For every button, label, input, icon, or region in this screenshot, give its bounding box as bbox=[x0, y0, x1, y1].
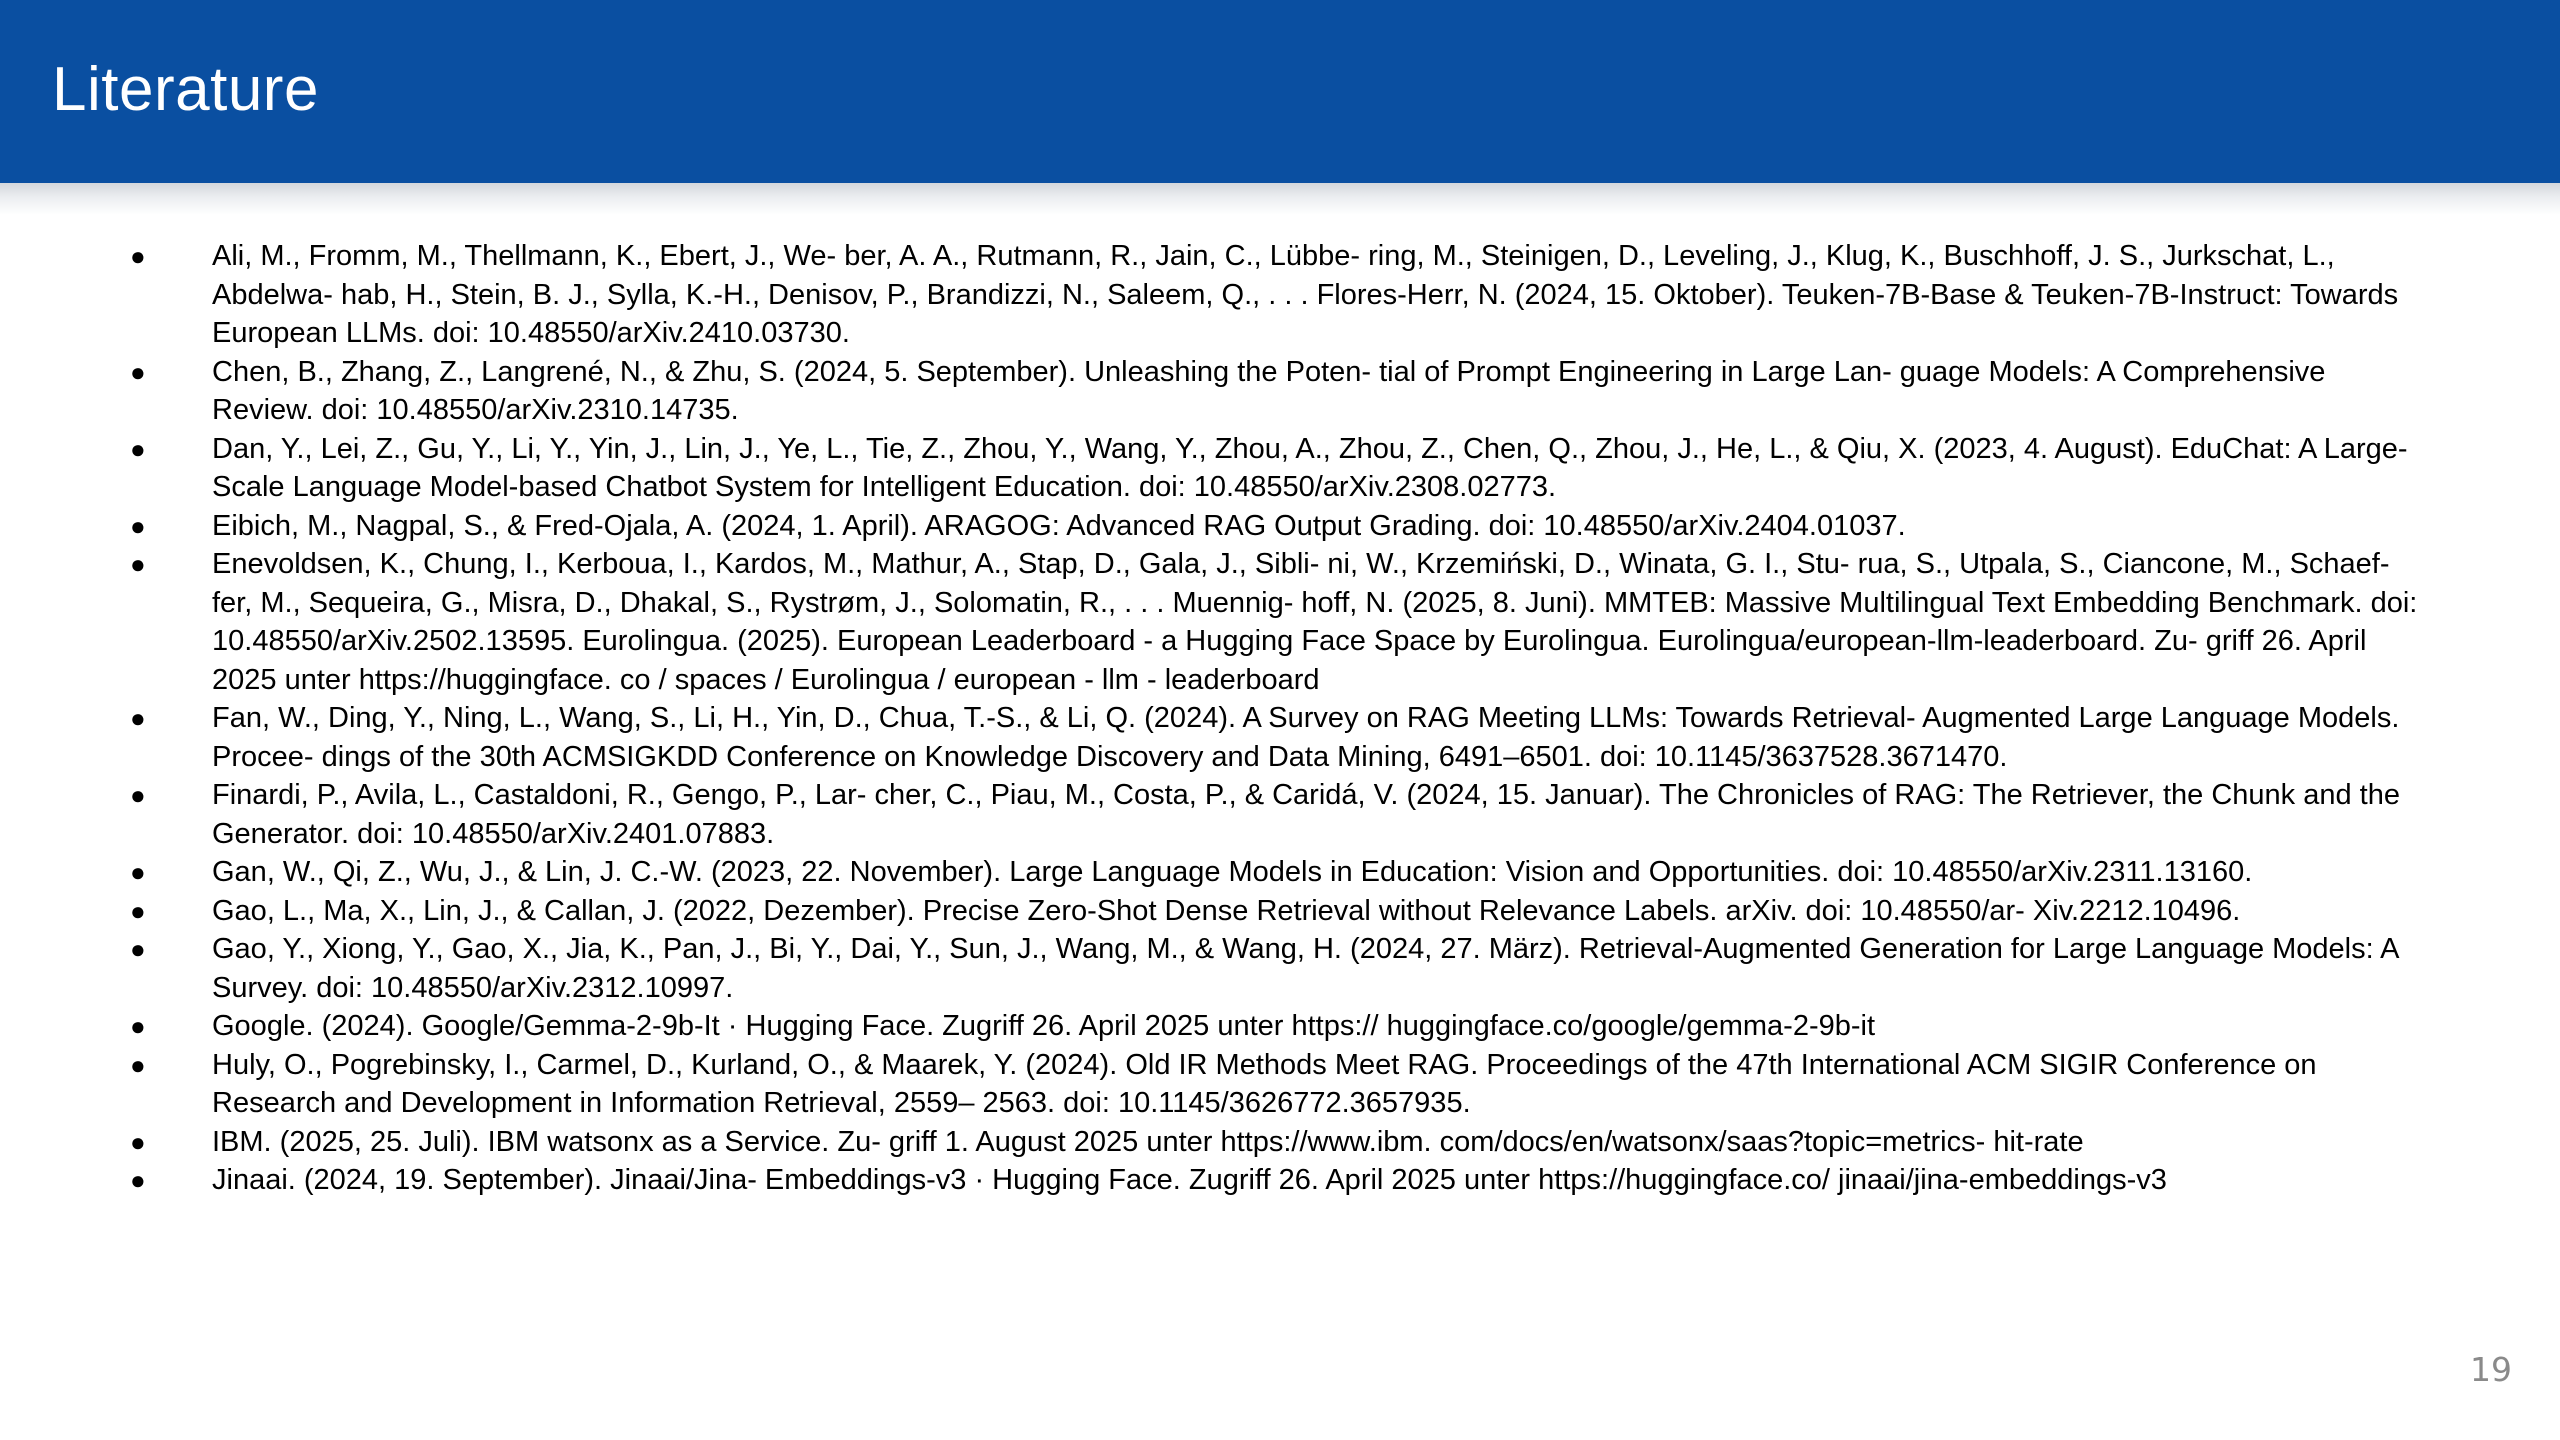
reference-item bbox=[130, 892, 2420, 931]
header-bar bbox=[0, 0, 2560, 183]
bullet-icon: ● bbox=[130, 703, 146, 733]
bullet-icon: ● bbox=[130, 934, 146, 964]
reference-item bbox=[130, 1123, 2420, 1162]
bullet-icon: ● bbox=[130, 1126, 146, 1157]
reference-item bbox=[130, 353, 2420, 430]
reference-text: Gao, L., Ma, X., Lin, J., & Callan, J. (2022, Dezember). Precise Zero-Shot Dense Retrieval without Relevance Labels. arXiv. doi: 10.48550/ar- Xiv.2212.10496. bbox=[212, 894, 2241, 927]
reference-text: Google. (2024). Google/Gemma-2-9b-It · Hugging Face. Zugriff 26. April 2025 unter https:// huggingface.co/google/gemma-2-9b-it bbox=[212, 1010, 1876, 1042]
bullet-icon: ● bbox=[130, 241, 146, 271]
reference-text: Chen, B., Zhang, Z., Langrené, N., & Zhu, S. (2024, 5. September). Unleashing the Poten- tial of Prompt Engineering in Large Lan- guage Models: A Comprehensive Review. doi: 10.48550/arXiv.2310.14735. bbox=[212, 355, 2326, 426]
reference-item bbox=[130, 776, 2420, 853]
reference-text: Gao, Y., Xiong, Y., Gao, X., Jia, K., Pan, J., Bi, Y., Dai, Y., Sun, J., Wang, M., & Wang, H. (2024, 27. März). Retrieval-Augmented Generation for Large Language Models: A Survey. doi: 10.48550/arXiv.2312.10997. bbox=[212, 933, 2398, 1004]
reference-item bbox=[130, 1046, 2420, 1123]
reference-item bbox=[130, 237, 2420, 353]
reference-text: Jinaai. (2024, 19. September). Jinaai/Jina- Embeddings-v3 · Hugging Face. Zugriff 26. April 2025 unter https://huggingface.co/ jinaai/jina-embeddings-v3 bbox=[212, 1164, 2167, 1196]
bullet-icon: ● bbox=[130, 1165, 146, 1195]
reference-text: Finardi, P., Avila, L., Castaldoni, R., Gengo, P., Lar- cher, C., Piau, M., Costa, P., & Caridá, V. (2024, 15. Januar). The Chronicles of RAG: The Retriever, the Chunk and the Generator. doi: 10.48550/arXiv.2401.07883. bbox=[212, 779, 2400, 850]
bullet-icon: ● bbox=[130, 1049, 146, 1080]
reference-item bbox=[130, 930, 2420, 1007]
reference-text: IBM. (2025, 25. Juli). IBM watsonx as a Service. Zu- griff 1. August 2025 unter https://www.ibm. com/docs/en/watsonx/saas?topic=metrics- hit-rate bbox=[212, 1125, 2084, 1158]
reference-text: Eibich, M., Nagpal, S., & Fred-Ojala, A. (2024, 1. April). ARAGOG: Advanced RAG Output Grading. doi: 10.48550/arXiv.2404.01037. bbox=[212, 509, 1906, 542]
reference-text: Gan, W., Qi, Z., Wu, J., & Lin, J. C.-W. (2023, 22. November). Large Language Models in Education: Vision and Opportunities. doi: 10.48550/arXiv.2311.13160. bbox=[212, 856, 2253, 888]
reference-text: Ali, M., Fromm, M., Thellmann, K., Ebert, J., We- ber, A. A., Rutmann, R., Jain, C., Lübbe- ring, M., Steinigen, D., Leveling, J., Klug, K., Buschhoff, J. S., Jurkschat, L., Abdelwa- hab, H., Stein, B. J., Sylla, K.-H., Denisov, P., Brandizzi, N., Saleem, Q., . . . Flores-Herr, N. (2024, 15. Oktober). Teuken-7B-Base & Teuken-7B-Instruct: Towards European LLMs. doi: 10.48550/arXiv.2410.03730. bbox=[212, 240, 2399, 349]
bullet-icon: ● bbox=[130, 1011, 146, 1041]
bullet-icon: ● bbox=[130, 549, 146, 579]
bullet-icon: ● bbox=[130, 510, 146, 541]
bullet-icon: ● bbox=[130, 780, 146, 810]
bullet-icon: ● bbox=[130, 895, 146, 926]
reference-text: Fan, W., Ding, Y., Ning, L., Wang, S., Li, H., Yin, D., Chua, T.-S., & Li, Q. (2024). A Survey on RAG Meeting LLMs: Towards Retrieval- Augmented Large Language Models. Procee- dings of the 30th ACMSIGKDD Conference on Knowledge Discovery and Data Mining, 6491–6501. doi: 10.1145/3637528.3671470. bbox=[212, 702, 2400, 773]
page-number: 19 bbox=[2470, 1350, 2512, 1389]
bullet-icon: ● bbox=[130, 857, 146, 887]
reference-item bbox=[130, 507, 2420, 546]
bullet-icon: ● bbox=[130, 433, 146, 464]
header-divider bbox=[0, 183, 2560, 215]
reference-item bbox=[130, 545, 2420, 699]
reference-item bbox=[130, 1007, 2420, 1046]
bullet-icon: ● bbox=[130, 356, 146, 387]
reference-text: Dan, Y., Lei, Z., Gu, Y., Li, Y., Yin, J., Lin, J., Ye, L., Tie, Z., Zhou, Y., Wang, Y., Zhou, A., Zhou, Z., Chen, Q., Zhou, J., He, L., & Qiu, X. (2023, 4. August). EduChat: A Large-Scale Language Model-based Chatbot System for Intelligent Education. doi: 10.48550/arXiv.2308.02773. bbox=[212, 432, 2408, 503]
reference-text: Enevoldsen, K., Chung, I., Kerboua, I., Kardos, M., Mathur, A., Stap, D., Gala, J., Sibli- ni, W., Krzemiński, D., Winata, G. I., Stu- rua, S., Utpala, S., Ciancone, M., Schaef- fer, M., Sequeira, G., Misra, D., Dhakal, S., Rystrøm, J., Solomatin, R., . . . Muennig- hoff, N. (2025, 8. Juni). MMTEB: Massive Multilingual Text Embedding Benchmark. doi: 10.48550/arXiv.2502.13595. Eurolingua. (2025). European Leaderboard - a Hugging Face Space by Eurolingua. Eurolingua/european-llm-leaderboard. Zu- griff 26. April 2025 unter https://huggingface. co / spaces / Eurolingua / european - llm - leaderboard bbox=[212, 548, 2418, 696]
slide-title: Literature bbox=[52, 55, 319, 124]
reference-item bbox=[130, 430, 2420, 507]
reference-list bbox=[130, 237, 2420, 1200]
reference-text: Huly, O., Pogrebinsky, I., Carmel, D., Kurland, O., & Maarek, Y. (2024). Old IR Methods Meet RAG. Proceedings of the 47th International ACM SIGIR Conference on Research and Development in Information Retrieval, 2559– 2563. doi: 10.1145/3626772.3657935. bbox=[212, 1048, 2317, 1119]
reference-item bbox=[130, 699, 2420, 776]
reference-item bbox=[130, 853, 2420, 892]
reference-item bbox=[130, 1161, 2420, 1200]
